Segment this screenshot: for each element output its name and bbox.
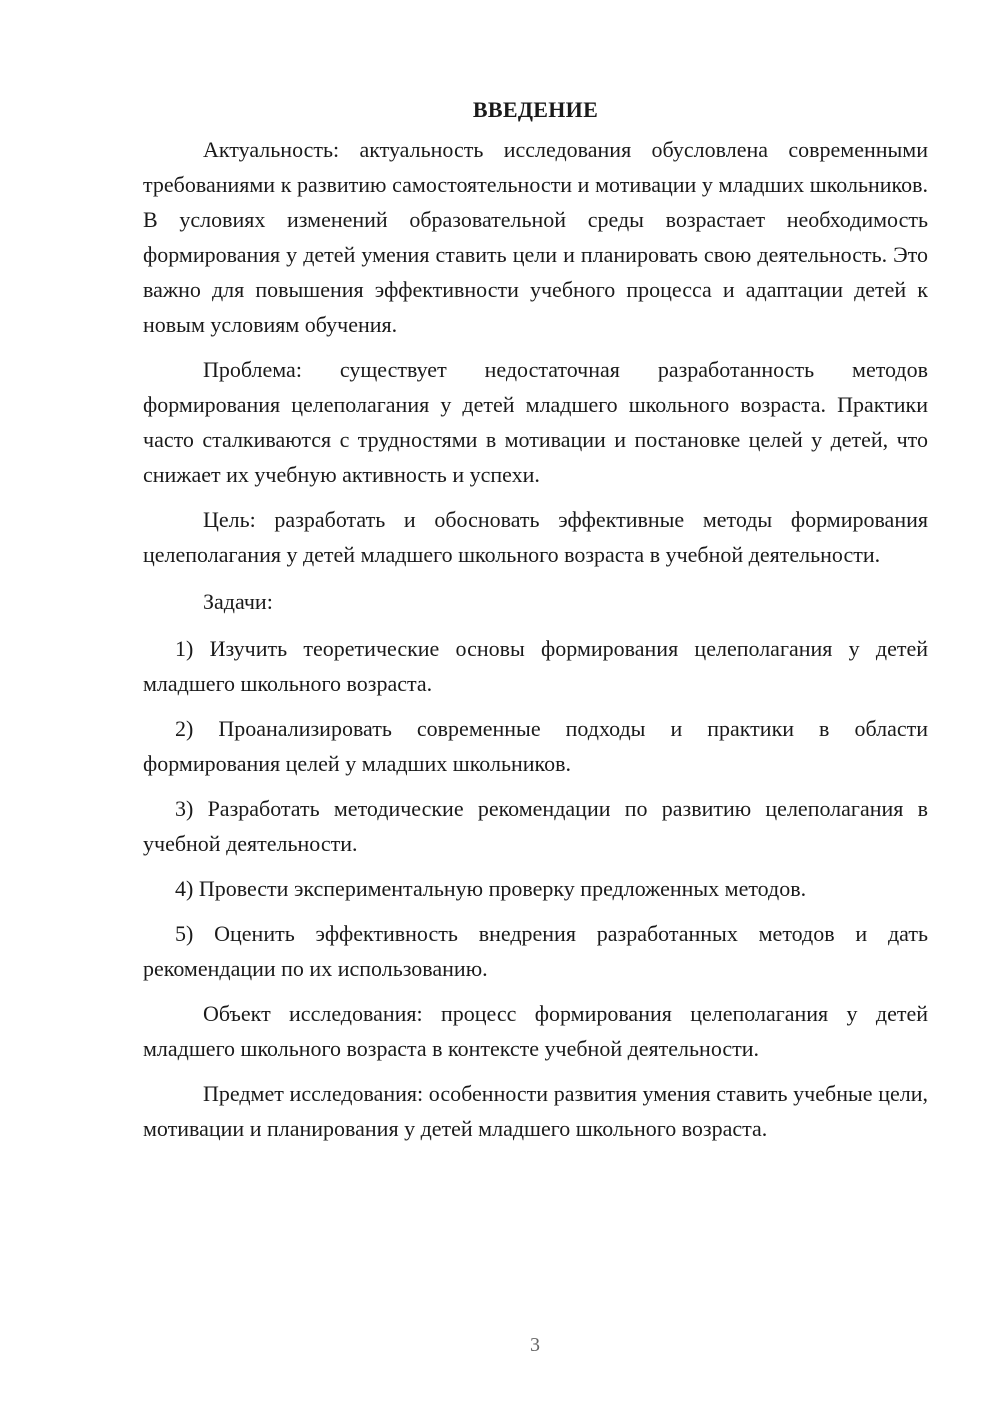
task-item: 1) Изучить теоретические основы формирования целеполагания у детей младшего школьного возраста. xyxy=(143,636,928,696)
page-number: 3 xyxy=(530,1334,540,1356)
tasks-list xyxy=(143,631,928,986)
page-title: ВВЕДЕНИЕ xyxy=(472,97,599,122)
problem-paragraph: Проблема: существует недостаточная разработанность методов формирования целеполагания у детей младшего школьного возраста. Практики часто сталкиваются с трудностями в мотивации и постановке целей у детей, что снижает их учебную активность и успехи. xyxy=(143,357,928,487)
task-item: 5) Оценить эффективность внедрения разработанных методов и дать рекомендации по их использованию. xyxy=(143,921,928,981)
tasks-heading: Задачи: xyxy=(203,589,273,614)
subject-paragraph: Предмет исследования: особенности развития умения ставить учебные цели, мотивации и планирования у детей младшего школьного возраста. xyxy=(143,1081,928,1141)
object-paragraph: Объект исследования: процесс формирования целеполагания у детей младшего школьного возраста в контексте учебной деятельности. xyxy=(143,1001,928,1061)
goal-paragraph: Цель: разработать и обосновать эффективные методы формирования целеполагания у детей младшего школьного возраста в учебной деятельности. xyxy=(143,507,928,567)
task-item: 2) Проанализировать современные подходы и практики в области формирования целей у младших школьников. xyxy=(143,716,928,776)
task-item: 4) Провести экспериментальную проверку предложенных методов. xyxy=(175,876,807,901)
task-item: 3) Разработать методические рекомендации по развитию целеполагания в учебной деятельности. xyxy=(143,796,928,856)
relevance-paragraph: Актуальность: актуальность исследования обусловлена современными требованиями к развитию самостоятельности и мотивации у младших школьников. В условиях изменений образовательной среды возрастает необходимость формирования у детей умения ставить цели и планировать свою деятельность. Это важно для повышения эффективности учебного процесса и адаптации детей к новым условиям обучения. xyxy=(143,137,928,337)
document-page xyxy=(143,88,928,1156)
